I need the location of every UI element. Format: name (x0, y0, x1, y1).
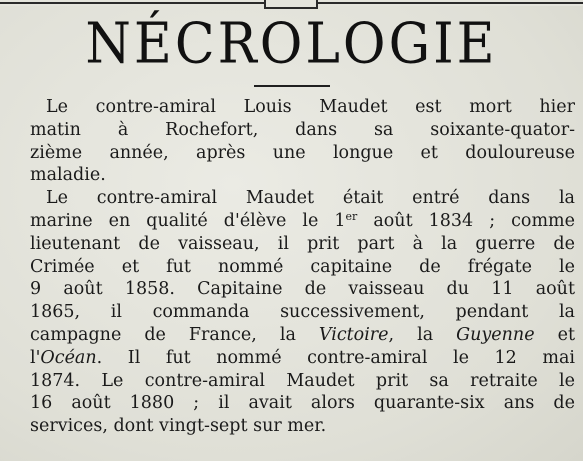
paragraph-1-line-1: Le contre-amiral Louis Maudet est mort hier (46, 97, 575, 117)
paragraph-2-line-1: Le contre-amiral Maudet était entré dans la (46, 188, 575, 209)
top-border-notch (264, 0, 318, 9)
paragraph-2-line-3: lieutenant de vaisseau, il prit part à la guerre de (30, 233, 575, 254)
paragraph-2-line-7 (30, 324, 575, 347)
paragraph-1-line-2: matin à Rochefort, dans sa soixante-quator- (30, 119, 575, 140)
paragraph-2-line-10: 16 août 1880 ; il avait alors quarante-six ans de (30, 393, 575, 414)
paragraph-1-line-3: zième année, après une longue et douloureuse (30, 142, 575, 163)
paragraph-2-line-2 (30, 210, 575, 233)
line-8-start: l' (30, 347, 41, 368)
paragraph-2-line-4: Crimée et fut nommé capitaine de frégate le (30, 256, 575, 277)
ship-name-guyenne: Guyenne (456, 324, 535, 345)
paragraph-2-line-11: services, dont vingt-sept sur mer. (30, 416, 327, 437)
article-body (30, 96, 575, 438)
title-divider (254, 85, 330, 87)
paragraph-1-line-4: maladie. (30, 165, 106, 186)
article-title: NÉCROLOGIE (85, 11, 498, 77)
line-7-end: et (534, 324, 575, 345)
line-7-middle: , la (388, 324, 457, 345)
ordinal-superscript: er (345, 209, 358, 223)
paragraph-2-line-5: 9 août 1858. Capitaine de vaisseau du 11 août (30, 279, 575, 300)
line-2-end: août 1834 ; comme (357, 210, 576, 231)
ship-name-ocean: Océan (40, 347, 97, 368)
line-2-start: marine en qualité d'élève le 1 (30, 210, 346, 231)
paragraph-2-line-6: 1865, il commanda successivement, pendant la (30, 302, 575, 323)
line-8-end: . Il fut nommé contre-amiral le 12 mai (96, 347, 575, 368)
line-7-start: campagne de France, la (30, 324, 319, 345)
paragraph-2-line-8 (30, 347, 575, 370)
paragraph-2-line-9: 1874. Le contre-amiral Maudet prit sa retraite le (30, 370, 575, 391)
ship-name-victoire: Victoire (318, 324, 389, 345)
